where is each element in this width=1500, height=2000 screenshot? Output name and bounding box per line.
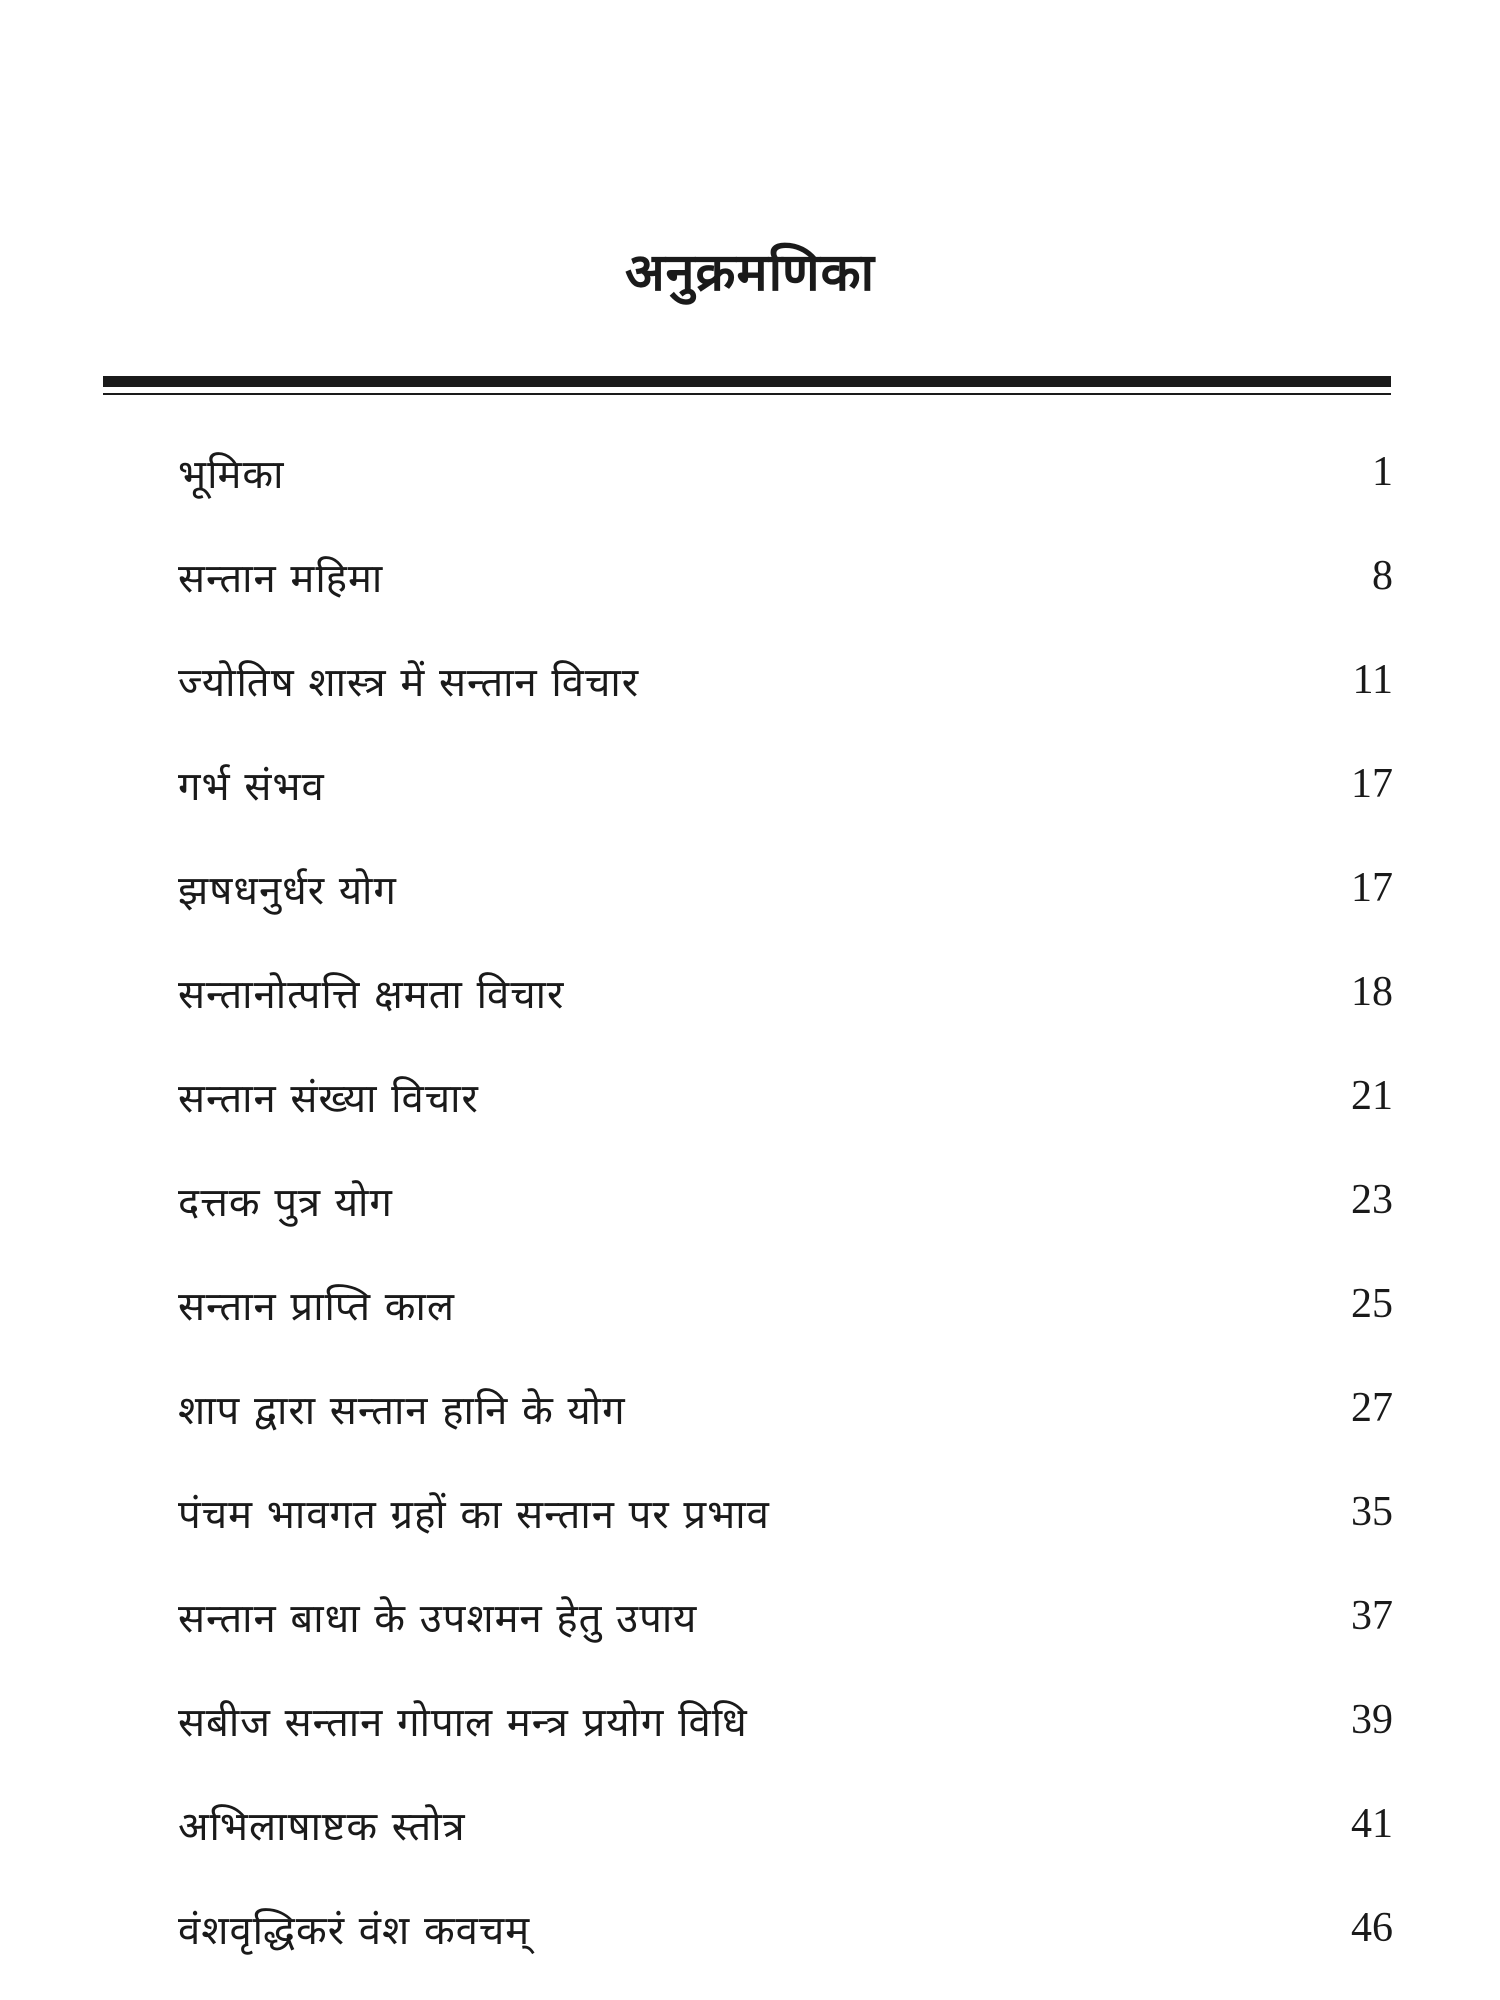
toc-entry-title: सन्तान संख्या विचार <box>178 1075 479 1122</box>
toc-entry-title: भूमिका <box>178 451 285 498</box>
toc-entry <box>178 1876 1393 1980</box>
double-rule-thin <box>103 393 1391 395</box>
toc-entry-title: पंचम भावगत ग्रहों का सन्तान पर प्रभाव <box>178 1491 770 1538</box>
toc-entry-title: दत्तक पुत्र योग <box>178 1179 393 1226</box>
toc-entry-title: वंशवृद्धिकरं वंश कवचम् <box>178 1907 531 1954</box>
toc-entry-page: 37 <box>1351 1593 1393 1639</box>
double-rule-thick <box>103 376 1391 387</box>
toc-entry-title: सन्तान महिमा <box>178 555 384 602</box>
table-of-contents <box>178 420 1393 1980</box>
toc-entry-page: 11 <box>1352 657 1393 703</box>
toc-entry-title: सबीज सन्तान गोपाल मन्त्र प्रयोग विधि <box>178 1699 748 1746</box>
toc-entry <box>178 836 1393 940</box>
toc-entry <box>178 420 1393 524</box>
toc-entry <box>178 1564 1393 1668</box>
toc-entry <box>178 1668 1393 1772</box>
toc-entry-title: अभिलाषाष्टक स्तोत्र <box>178 1803 466 1850</box>
toc-entry-title: सन्तान प्राप्ति काल <box>178 1283 455 1330</box>
toc-entry <box>178 1148 1393 1252</box>
toc-entry <box>178 524 1393 628</box>
toc-entry <box>178 1356 1393 1460</box>
toc-entry <box>178 1772 1393 1876</box>
toc-entry-page: 35 <box>1351 1489 1393 1535</box>
toc-entry-page: 17 <box>1351 761 1393 807</box>
toc-entry <box>178 940 1393 1044</box>
toc-entry-page: 41 <box>1351 1801 1393 1847</box>
toc-entry-page: 8 <box>1372 553 1393 599</box>
toc-entry-title: झषधनुर्धर योग <box>178 867 397 914</box>
toc-entry-title: ज्योतिष शास्त्र में सन्तान विचार <box>178 659 640 706</box>
toc-entry-title: सन्तानोत्पत्ति क्षमता विचार <box>178 971 565 1018</box>
toc-entry-page: 17 <box>1351 865 1393 911</box>
toc-entry <box>178 1460 1393 1564</box>
toc-entry-page: 18 <box>1351 969 1393 1015</box>
toc-entry-page: 46 <box>1351 1905 1393 1951</box>
page-title: अनुक्रमणिका <box>624 242 876 303</box>
toc-entry-title: सन्तान बाधा के उपशमन हेतु उपाय <box>178 1595 698 1642</box>
toc-entry-page: 39 <box>1351 1697 1393 1743</box>
toc-entry <box>178 628 1393 732</box>
toc-entry <box>178 1044 1393 1148</box>
toc-entry-page: 21 <box>1351 1073 1393 1119</box>
toc-entry <box>178 1252 1393 1356</box>
toc-entry-page: 1 <box>1372 449 1393 495</box>
toc-entry-title: शाप द्वारा सन्तान हानि के योग <box>178 1387 626 1434</box>
toc-entry-page: 27 <box>1351 1385 1393 1431</box>
toc-entry-title: गर्भ संभव <box>178 763 325 810</box>
toc-entry <box>178 732 1393 836</box>
toc-entry-page: 25 <box>1351 1281 1393 1327</box>
toc-entry-page: 23 <box>1351 1177 1393 1223</box>
